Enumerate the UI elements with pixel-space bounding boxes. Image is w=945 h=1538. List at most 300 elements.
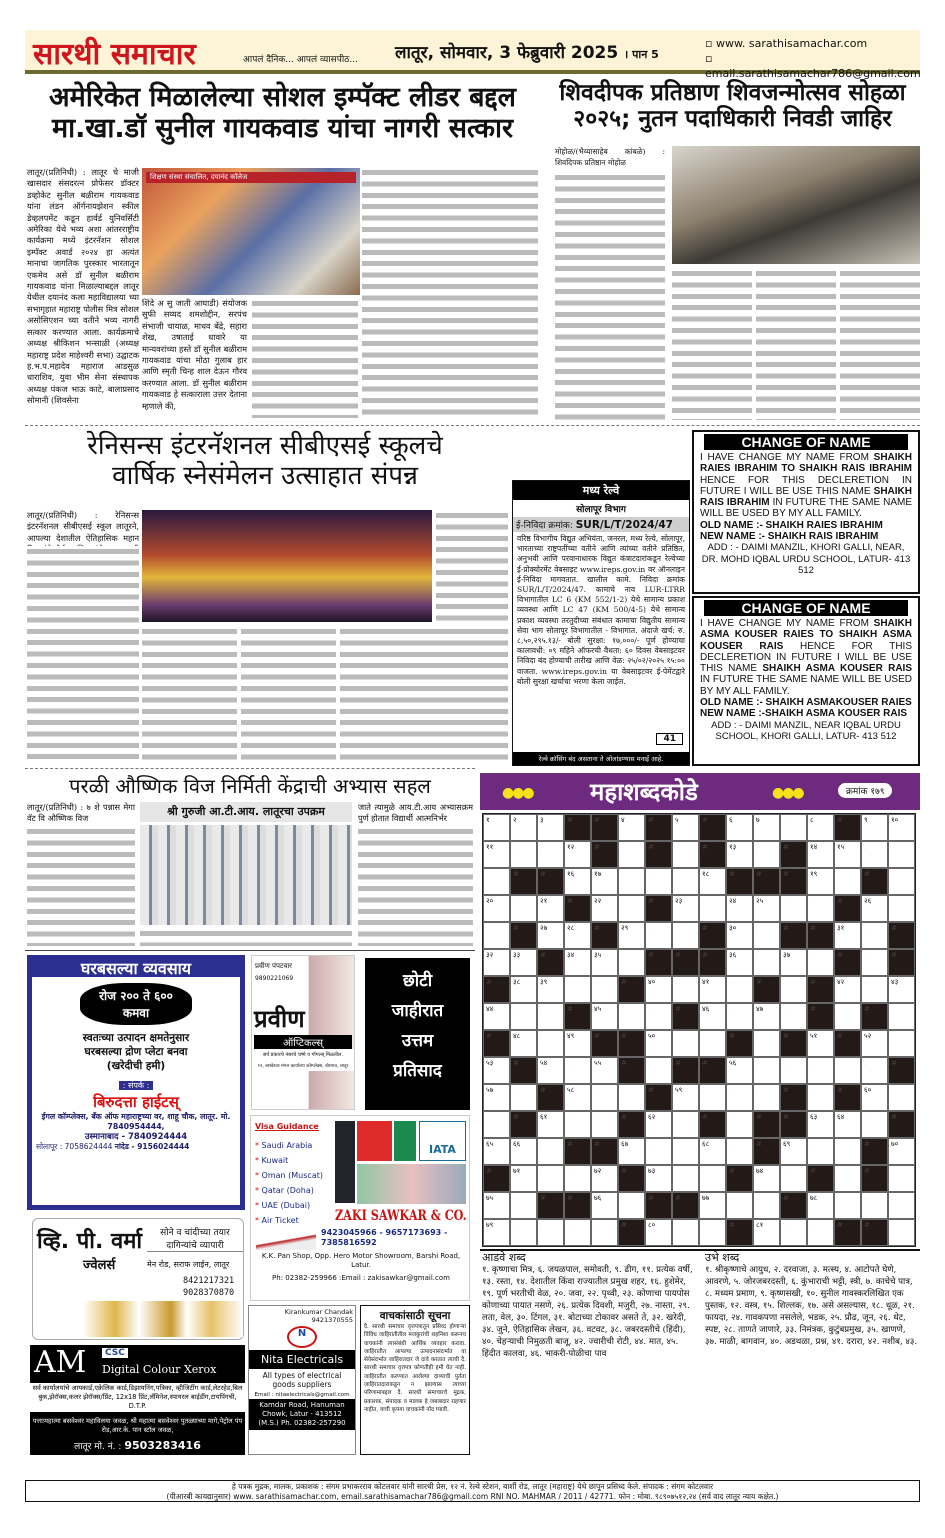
crossword-cell[interactable]: . — [807, 1084, 834, 1111]
crossword-cell[interactable]: ६५ — [483, 1138, 510, 1165]
article3-text-column — [241, 626, 336, 764]
crossword-cell[interactable]: ४२ — [834, 976, 861, 1003]
crossword-cell[interactable]: . — [780, 895, 807, 922]
headline-line: अमेरिकेत मिळालेल्या सोशल इम्पॅक्ट लीडर बद्दल — [49, 82, 516, 113]
crossword-cell[interactable]: . — [591, 1111, 618, 1138]
crossword-cell[interactable]: ७७ — [699, 1192, 726, 1219]
crossword-cell[interactable]: ६६ — [510, 1138, 537, 1165]
crossword-cell[interactable]: ८० — [645, 1219, 672, 1246]
photo-banner: शिक्षण संस्था संचालित, दयानंद कॉलेज — [146, 172, 356, 183]
crossword-cell[interactable]: . — [510, 841, 537, 868]
visa-item: * Saudi Arabia — [255, 1141, 313, 1150]
crossword-cell[interactable]: १० — [888, 814, 915, 841]
crossword-cell[interactable]: . — [618, 1192, 645, 1219]
crossword-cell[interactable]: . — [645, 1057, 672, 1084]
ad-line: छोटी — [402, 971, 433, 991]
crossword-cell[interactable]: . — [861, 922, 888, 949]
crossword-row — [483, 1111, 915, 1138]
tender-body: वरिष्ठ विभागीय विद्युत अभियंता, जनरल, मध्य रेल्वे, सोलापूर, भारताच्या राष्ट्रपतींच्या वतीने आणि त्यांच्या वतीने प्रतिष्ठित, अनुभवी आणि परवानाधारक विद्युत कंत्राटदारांकडून रेल्वेच्या ई-प्रोक्योरमेंट वेबसाइट www.ireps.gov.in वर ऑनलाइन ई-निविदा मागवतात. खालील कामे. निविदा क्रमांक SUR/L/T/2024/47. कामाचे नाव LUR-LTRR विभागातील LC 6 (KM 552/1-2) येथे सामान्य प्रकाश व्यवस्था आणि LC 47 (KM 500/4-5) येथे सामान्य प्रकाश व्यवस्था तरतुदीच्या संबंधात कामाचा विद्युतीय सामान्य सेवा भाग सोलापूर विभागातील - विभागात. अंदाजे खर्च: रु. ८,५०,२९५.१३/- बोली सुरक्षा: १७,०००/- पूर्ण होण्याचा कालावधी: ०९ महिने ऑफरची वैधता: ६० दिवस वेबसाइटवर निविदा बंद होण्याची तारीख आणि वेळ: २५/०२/२०२५ १५:०० वाजता. www.ireps.gov.in या वेबसाइटवर ई-पेमेंटद्वारे बोली सुरक्षा खर्चाचा भरणा केला जाईल. — [517, 534, 685, 686]
crossword-cell[interactable]: ८ — [807, 814, 834, 841]
crossword-cell[interactable]: ११ — [483, 841, 510, 868]
ad-phone: सोलापूर : 7058624444 — [36, 1142, 113, 1151]
crossword-cell[interactable]: . — [780, 976, 807, 1003]
crossword-cell[interactable]: . — [537, 1030, 564, 1057]
crossword-cell[interactable]: ३८ — [510, 976, 537, 1003]
crossword-black-cell: # — [780, 841, 807, 868]
crossword-cell[interactable]: २१ — [537, 895, 564, 922]
crossword-cell[interactable]: . — [834, 1165, 861, 1192]
crossword-cell[interactable]: ४ — [618, 814, 645, 841]
crossword-cell[interactable]: . — [510, 1084, 537, 1111]
document-images — [357, 1164, 466, 1204]
crossword-cell[interactable]: ७४ — [753, 1165, 780, 1192]
crossword-cell[interactable]: ४६ — [699, 1003, 726, 1030]
crossword-cell[interactable]: ७० — [888, 1138, 915, 1165]
crossword-cell[interactable]: ३९ — [537, 976, 564, 1003]
crossword-cell[interactable]: . — [861, 841, 888, 868]
jeweller-name: व्हि. पी. वर्मा — [37, 1229, 143, 1254]
crossword-black-cell: # — [537, 1192, 564, 1219]
crossword-cell[interactable]: ४४ — [483, 1003, 510, 1030]
crossword-black-cell: # — [726, 868, 753, 895]
article2-text-column — [840, 268, 920, 420]
crossword-cell[interactable]: . — [672, 1111, 699, 1138]
crossword-black-cell: # — [780, 1084, 807, 1111]
crossword-black-cell: # — [645, 814, 672, 841]
tender-ref: 41 — [656, 733, 683, 745]
crossword-cell[interactable]: ३३ — [510, 949, 537, 976]
visa-item: * UAE (Dubai) — [255, 1201, 311, 1210]
crossword-cell[interactable]: . — [834, 1138, 861, 1165]
crossword-cell[interactable]: ५४ — [537, 1057, 564, 1084]
crossword-cell[interactable]: ५ — [672, 814, 699, 841]
crossword-cell[interactable]: २० — [483, 895, 510, 922]
website-link[interactable] — [705, 36, 921, 51]
crossword-cell[interactable]: . — [618, 1003, 645, 1030]
notice-title: CHANGE OF NAME — [704, 600, 908, 616]
crossword-cell[interactable]: ६ — [726, 814, 753, 841]
crossword-cell[interactable]: . — [645, 1138, 672, 1165]
crossword-cell[interactable]: ६९ — [780, 1138, 807, 1165]
crossword-cell[interactable]: . — [888, 841, 915, 868]
crossword-cell[interactable]: ७ — [753, 814, 780, 841]
crossword-cell[interactable]: . — [807, 1219, 834, 1246]
crossword-cell[interactable]: ५१ — [807, 1030, 834, 1057]
crossword-black-cell: # — [699, 1111, 726, 1138]
mosque-logo — [394, 1121, 416, 1161]
crossword-cell[interactable]: ६८ — [699, 1138, 726, 1165]
crossword-cell[interactable]: . — [564, 1111, 591, 1138]
crossword-cell[interactable]: . — [618, 1084, 645, 1111]
crossword-cell[interactable]: १३ — [726, 841, 753, 868]
agency-address: K.K. Pan Shop, Opp. Hero Motor Showroom, Barshi Road, Latur. — [261, 1252, 461, 1269]
crossword-cell[interactable]: . — [753, 922, 780, 949]
across-clues — [482, 1252, 695, 1475]
ad-phone: 9890221069 — [255, 975, 294, 982]
crossword-cell[interactable]: . — [510, 1192, 537, 1219]
crossword-cell[interactable]: ३६ — [726, 949, 753, 976]
crossword-cell[interactable]: . — [699, 1165, 726, 1192]
crossword-cell[interactable]: ५५ — [591, 1057, 618, 1084]
crossword-cell[interactable]: . — [888, 1219, 915, 1246]
crossword-cell[interactable]: . — [834, 1057, 861, 1084]
crossword-cell[interactable]: ३२ — [483, 949, 510, 976]
crossword-cell[interactable]: . — [834, 868, 861, 895]
article3-text-column — [436, 510, 508, 622]
crossword-black-cell: # — [753, 1138, 780, 1165]
crossword-cell[interactable]: . — [780, 1219, 807, 1246]
tagline: आपलं दैनिक... आपलं व्यासपीठ... — [243, 55, 358, 65]
crossword-row — [483, 1030, 915, 1057]
crossword-cell[interactable]: ५३ — [483, 1057, 510, 1084]
am-services: सर्व कार्यालयांचे आयकार्ड,एक्रेलिक कार्ड,डिझायनिंग,पत्रिका, व्हीजिटींग कार्ड,लेटरहेड,बिल बुक,झेरॉक्स,कलर झेरॉक्स/प्रिंट, 12x18 प्रिंट,लॅमिनेश,स्पायरल बाईडींग,टायपिंगची, D.T.P. — [30, 1383, 245, 1412]
crossword-cell[interactable]: . — [753, 949, 780, 976]
crossword-cell[interactable]: ४८ — [510, 1030, 537, 1057]
notice-address: ADD : - DAIMI MANZIL, NEAR IQBAL URDU SCHOOL, KHORI GALLI, LATUR- 413 512 — [711, 719, 901, 742]
crossword-cell[interactable]: . — [645, 868, 672, 895]
crossword-cell[interactable]: . — [699, 895, 726, 922]
crossword-cell[interactable]: . — [834, 1192, 861, 1219]
crossword-black-cell: # — [591, 1030, 618, 1057]
crossword-row — [483, 814, 915, 841]
crossword-black-cell: # — [699, 814, 726, 841]
notice-title: वाचकांसाठी सूचना — [379, 1310, 451, 1322]
crossword-cell[interactable]: . — [888, 1165, 915, 1192]
crossword-cell[interactable]: . — [672, 922, 699, 949]
crossword-row — [483, 868, 915, 895]
crossword-row — [483, 1219, 915, 1246]
crossword-cell[interactable]: . — [537, 1219, 564, 1246]
crossword-black-cell: # — [888, 1111, 915, 1138]
crossword-cell[interactable]: ४३ — [888, 976, 915, 1003]
dots-decoration: ●●● — [502, 785, 533, 801]
crossword-cell[interactable]: . — [564, 976, 591, 1003]
passport-image — [335, 1121, 355, 1203]
crossword-cell[interactable]: . — [726, 1111, 753, 1138]
ad-person: Kirankumar Chandak — [284, 1308, 353, 1316]
visa-item: * Air Ticket — [255, 1216, 299, 1225]
crossword-cell[interactable]: २४ — [726, 895, 753, 922]
crossword-cell[interactable]: . — [510, 895, 537, 922]
crossword-cell[interactable]: . — [861, 1192, 888, 1219]
ad-zaki-sawkar — [250, 1115, 470, 1301]
crossword-cell[interactable]: ७९ — [483, 1219, 510, 1246]
imprint-line: हे पत्रक मुद्रक, मालक, प्रकाशक : संगम प्रभाकरराव कोटलवार यांनी सारथी प्रेस, १२ नं. रेल्वे स्टेशन, बार्शी रोड, लातूर (महाराष्ट्र) येथे छापून प्रसिध्द केले. संपादक : संगम कोटलवार — [231, 1482, 714, 1491]
article4-dateline: लातूर/(प्रतिनिधी) : ७ शे पन्नास मेगा वॅट वि औष्णिक विज — [27, 802, 135, 824]
crossword-cell[interactable]: . — [672, 1165, 699, 1192]
crossword-black-cell: # — [780, 922, 807, 949]
crossword-black-cell: # — [672, 1192, 699, 1219]
crossword-black-cell: # — [618, 1030, 645, 1057]
crossword-cell[interactable]: ४९ — [564, 1030, 591, 1057]
visa-item: * Qatar (Doha) — [255, 1186, 314, 1195]
crossword-row — [483, 1192, 915, 1219]
divider — [25, 950, 475, 951]
crossword-black-cell: # — [888, 949, 915, 976]
crossword-cell[interactable]: ५८ — [564, 1084, 591, 1111]
crossword-cell[interactable]: ८१ — [753, 1219, 780, 1246]
article2-headline — [545, 80, 920, 133]
jeweller-address: मेन रोड, सराफ लाईन, लातूर — [147, 1260, 230, 1269]
crossword-cell[interactable]: . — [618, 841, 645, 868]
crossword-cell[interactable]: . — [780, 814, 807, 841]
crossword-cell[interactable]: २ — [510, 814, 537, 841]
crossword-cell[interactable]: . — [672, 841, 699, 868]
crossword-cell[interactable]: . — [861, 949, 888, 976]
email-link[interactable] — [705, 51, 921, 81]
crossword-cell[interactable]: . — [537, 1003, 564, 1030]
crossword-cell[interactable]: ७२ — [591, 1165, 618, 1192]
crossword-black-cell: # — [861, 868, 888, 895]
crossword-cell[interactable]: . — [618, 895, 645, 922]
crossword-cell[interactable]: . — [888, 1192, 915, 1219]
crossword-black-cell: # — [483, 1030, 510, 1057]
crossword-cell[interactable]: . — [888, 1084, 915, 1111]
crossword-cell[interactable]: ३७ — [780, 949, 807, 976]
crossword-cell[interactable]: . — [510, 1219, 537, 1246]
ad-sub: ऑप्टिकल्स् — [254, 1035, 352, 1049]
crossword-black-cell: # — [807, 1165, 834, 1192]
crossword-cell[interactable]: . — [780, 1003, 807, 1030]
crossword-cell[interactable]: ९ — [861, 814, 888, 841]
crossword-cell[interactable]: ५९ — [672, 1084, 699, 1111]
crossword-black-cell: # — [888, 922, 915, 949]
crossword-cell[interactable]: . — [780, 1165, 807, 1192]
article3-text-column — [142, 626, 237, 764]
crossword-cell[interactable]: . — [726, 976, 753, 1003]
iata-logo: IATA — [419, 1121, 466, 1161]
crossword-cell[interactable]: ६४ — [834, 1111, 861, 1138]
crossword-cell[interactable]: . — [699, 1084, 726, 1111]
ad-brand: प्रवीण — [254, 1005, 305, 1033]
railway-tender-notice — [512, 480, 690, 766]
crossword-cell[interactable]: ३१ — [834, 922, 861, 949]
shop-desc: All types of electrical goods suppliers — [262, 1371, 342, 1389]
article2-text-column — [555, 172, 665, 420]
crossword-cell[interactable]: . — [699, 1219, 726, 1246]
article4-subhead — [140, 802, 352, 822]
contact-links — [705, 36, 921, 81]
crossword-cell[interactable]: २५ — [753, 895, 780, 922]
crossword-cell[interactable]: . — [618, 949, 645, 976]
ad-line: घरबसल्या द्रोण प्लेटा बनवा — [84, 1046, 188, 1058]
crossword-cell[interactable]: . — [537, 1165, 564, 1192]
crossword-cell[interactable]: ३ — [537, 814, 564, 841]
jeweller-phones: 8421217321 9028370870 — [183, 1276, 235, 1298]
crossword-cell[interactable]: ५६ — [726, 1057, 753, 1084]
crossword-cell[interactable]: . — [861, 1057, 888, 1084]
imprint-line: (पीआरबी कायद्यानुसार) www. sarathisamachar.com, email.sarathisamachar786@gmail.com RNI NO. MAHMAR / 2011 / 42771. फोन : मोबा. ९८९०७५१२,२४ (सर्व वाद लातूर न्याय कक्षेत.) — [166, 1492, 779, 1501]
notice-address: ADD : - DAIMI MANZIL, KHORI GALLI, NEAR, DR. MOHD IQBAL URDU SCHOOL, LATUR- 413 512 — [701, 542, 911, 576]
crossword-cell[interactable]: ७८ — [807, 1192, 834, 1219]
article1-column: लातूर/(प्रतिनिधी) : लातूर चे माजी खासदार संसदरत्न प्रोफेसर डॉक्टर डव्होकेट सुनील बळीराम गायकवाड यांना लंडन ऑर्गनायझेशन स्कील डेव्हलपमेंट कडून हार्वर्ड युनिवर्सिटी अमेरिका येथे भव्य अशा आंतरराष्ट्रीय कार्यक्रमा मध्ये इंटरनॅशन सोशल इम्पॅक्ट अवार्ड २०२४ हा अत्यंत मानाचा जागतिक पुरस्कार भारतातून एकमेव असे डॉ सुनील बळीराम गायकवाड यांना मिळाल्याबद्दल लातूर येथील दयानंद कला महाविद्यालया च्या सभागृहात महाराष्ट्र पोलीस मित्र सोशल असोसिएशन च्या वतीने भव्य नागरी सत्कार करण्यात आला. कार्यक्रमाचे अध्यक्ष श्रीकिशन भन्साळी (अध्यक्ष महाराष्ट्र प्रदेश माहेश्वरी सभा) उद्घाटक ह.भ.प.महादेव महाराज आडसुळ धाराशिव, युवा भीम सेना संस्थापक अध्यक्ष पंकज भाऊ काटे, बालाप्रसाद सोमानी (शिवसेना — [27, 167, 139, 406]
crossword-cell[interactable]: . — [564, 1057, 591, 1084]
crossword-cell[interactable]: ३४ — [564, 949, 591, 976]
crossword-cell[interactable]: २६ — [861, 895, 888, 922]
crossword-black-cell: # — [834, 1219, 861, 1246]
crossword-cell[interactable]: ३५ — [591, 949, 618, 976]
ad-body — [32, 977, 240, 1205]
am-title: Digital Colour Xerox — [102, 1363, 217, 1376]
headline-line: वार्षिक स्नेसंमेलन उत्साहात संपन्न — [112, 460, 418, 491]
crossword-black-cell: # — [564, 1192, 591, 1219]
crossword-cell[interactable]: ४१ — [699, 976, 726, 1003]
crossword-cell[interactable]: . — [672, 1138, 699, 1165]
crossword-cell[interactable]: ४५ — [591, 1003, 618, 1030]
crossword-cell[interactable]: . — [591, 976, 618, 1003]
notice-body: दै. सारथी समाचार वृत्तपत्रातून प्रसिध्द होणाऱ्या विविध जाहिरातीतील मजकुरांची शहनिशा करूनच वाचकांनी त्यासंबंधी आर्थिक व्यवहार करावा. जाहिरातीत आपल्या उत्पादनासंदर्भात वा सेवेसंदर्भात जाहिरातदार जे दावे करतात त्याची दै. सारथी समाचार वृत्तपत्र कोणतीही हमी घेत नाही. जाहिरातीत करण्यात आलेल्या दाव्याची पुर्तता जाहिरातदाराकडून न झाल्यास त्याच्या परिणामाबद्दल दै. सारथी समाचारचे मुद्रक, प्रकाशक, संपादक व मालक हे जबाबदार राहणार नाहीत, याची कृपया वाचकांनी नोंद घ्यावी. — [364, 1324, 466, 1413]
crossword-cell[interactable]: . — [753, 1084, 780, 1111]
down-clues — [705, 1252, 918, 1475]
crossword-cell[interactable]: १४ — [807, 841, 834, 868]
crossword-cell[interactable]: . — [888, 895, 915, 922]
crossword-cell[interactable]: . — [753, 1192, 780, 1219]
notice-body: I HAVE CHANGE MY NAME FROM SHAIKH RAIES IBRAHIM TO SHAIKH RAIS IBRAHIM HENCE FOR THIS DECLERETION IN FUTURE I WILL BE USE THIS NAME SHAIKH RAIS IBRAHIM IN FUTURE THE SAME NAME WILL BE USED BY MY ALL FAMILY. — [700, 452, 912, 520]
old-name: OLD NAME :- SHAIKH RAIES IBRAHIM — [700, 519, 883, 531]
crossword-cell[interactable]: . — [726, 1138, 753, 1165]
crossword-black-cell: # — [510, 1111, 537, 1138]
crossword-cell[interactable]: . — [564, 1165, 591, 1192]
crossword-cell[interactable]: . — [753, 1030, 780, 1057]
crossword-cell[interactable]: ६० — [861, 1084, 888, 1111]
crossword-black-cell: # — [861, 1138, 888, 1165]
crossword-cell[interactable]: १९ — [807, 868, 834, 895]
crossword-cell[interactable]: . — [537, 841, 564, 868]
crossword-black-cell: # — [780, 868, 807, 895]
crossword-cell[interactable]: १८ — [699, 868, 726, 895]
ad-classifieds — [365, 958, 470, 1110]
crossword-black-cell: # — [672, 1057, 699, 1084]
crossword-cell[interactable]: . — [672, 976, 699, 1003]
crossword-cell[interactable]: . — [807, 1138, 834, 1165]
crossword-row — [483, 1003, 915, 1030]
crossword-cell[interactable]: ४७ — [753, 1003, 780, 1030]
article4-text-column — [358, 826, 473, 946]
crossword-cell[interactable]: . — [672, 1219, 699, 1246]
crossword-cell[interactable]: २७ — [537, 922, 564, 949]
crossword-cell[interactable]: ६२ — [645, 1111, 672, 1138]
crossword-cell[interactable]: . — [672, 868, 699, 895]
crossword-cell[interactable]: . — [807, 949, 834, 976]
crossword-cell[interactable]: . — [888, 868, 915, 895]
tender-number-bar — [513, 517, 689, 532]
crossword-cell[interactable]: ५० — [645, 1030, 672, 1057]
article3-photo — [142, 510, 432, 622]
crossword-cell[interactable]: . — [834, 1003, 861, 1030]
article1-text-column — [362, 167, 538, 419]
crossword-cell[interactable]: . — [726, 1003, 753, 1030]
crossword-cell[interactable]: ७१ — [510, 1165, 537, 1192]
crossword-cell[interactable]: २२ — [591, 895, 618, 922]
visa-item: * Kuwait — [255, 1156, 289, 1165]
crossword-black-cell: # — [672, 1003, 699, 1030]
earn-burst: रोज २०० ते ६०० कमवा — [80, 983, 192, 1025]
change-of-name-notice — [692, 430, 920, 594]
dateline — [395, 40, 659, 63]
article2-photo — [672, 146, 920, 264]
crossword-cell[interactable]: २९ — [618, 922, 645, 949]
article2-text-column — [756, 268, 836, 420]
crossword-cell[interactable]: ७६ — [591, 1192, 618, 1219]
crossword-cell[interactable]: . — [807, 1057, 834, 1084]
crossword-cell[interactable]: १२ — [564, 841, 591, 868]
crossword-cell[interactable]: . — [753, 1057, 780, 1084]
crossword-cell[interactable]: . — [483, 868, 510, 895]
crossword-cell[interactable]: . — [699, 1030, 726, 1057]
crossword-cell[interactable]: . — [483, 1111, 510, 1138]
crossword-cell[interactable]: . — [888, 1030, 915, 1057]
crossword-black-cell: # — [753, 868, 780, 895]
crossword-cell[interactable]: . — [537, 1138, 564, 1165]
crossword-cell[interactable]: ७३ — [645, 1165, 672, 1192]
ad-title: घरबसल्या व्यवसाय — [80, 959, 192, 978]
crossword-cell[interactable]: . — [861, 1111, 888, 1138]
ad-phone: 9421370555 — [311, 1316, 353, 1324]
crossword-cell[interactable]: . — [483, 922, 510, 949]
crossword-black-cell: # — [888, 1057, 915, 1084]
crossword-cell[interactable]: . — [510, 1003, 537, 1030]
page-number: । पान 5 — [624, 48, 659, 61]
crossword-black-cell: # — [645, 949, 672, 976]
crossword-cell[interactable]: . — [618, 868, 645, 895]
crossword-cell[interactable]: १ — [483, 814, 510, 841]
crossword-cell[interactable]: . — [726, 1084, 753, 1111]
ad-line: जाहीरात — [391, 1001, 444, 1021]
crossword-cell[interactable]: १६ — [564, 868, 591, 895]
crossword-cell[interactable]: . — [591, 1219, 618, 1246]
am-logo: AM — [34, 1345, 87, 1380]
crossword-cell[interactable]: ६१ — [537, 1111, 564, 1138]
shop-email: Email : nitaelectricals@gmail.com — [254, 1392, 350, 1398]
crossword-black-cell: # — [753, 1111, 780, 1138]
headline-line: शिवदीपक प्रतिष्ठाण शिवजन्मोत्सव सोहळा — [559, 80, 906, 106]
crossword-cell[interactable]: ४० — [645, 976, 672, 1003]
divider — [480, 1249, 920, 1251]
crossword-cell[interactable]: ६३ — [807, 1111, 834, 1138]
crossword-cell[interactable]: २८ — [564, 922, 591, 949]
crossword-cell[interactable]: ५७ — [483, 1084, 510, 1111]
crossword-cell[interactable]: ५२ — [861, 1030, 888, 1057]
crossword-cell[interactable]: ६७ — [618, 1138, 645, 1165]
ad-line: उत्तम — [401, 1031, 434, 1051]
crossword-cell[interactable]: १७ — [591, 868, 618, 895]
crossword-black-cell: # — [834, 1084, 861, 1111]
crossword-cell[interactable]: . — [888, 1003, 915, 1030]
crossword-cell[interactable]: १५ — [834, 841, 861, 868]
crossword-row — [483, 976, 915, 1003]
crossword-cell[interactable]: . — [591, 1084, 618, 1111]
crossword-cell[interactable]: . — [753, 841, 780, 868]
crossword-cell[interactable]: ३० — [726, 922, 753, 949]
hajj-umrah-logo — [357, 1121, 392, 1161]
crossword-cell[interactable]: . — [645, 1003, 672, 1030]
old-name: OLD NAME :- SHAIKH ASMAKOUSER RAIES — [700, 697, 912, 709]
crossword-cell[interactable]: . — [726, 1192, 753, 1219]
crossword-cell[interactable]: . — [780, 1057, 807, 1084]
crossword-black-cell: # — [672, 949, 699, 976]
crossword-cell[interactable]: . — [861, 976, 888, 1003]
dots-decoration: ●●● — [772, 785, 803, 801]
crossword-cell[interactable]: २३ — [672, 895, 699, 922]
crossword-cell[interactable]: . — [564, 1219, 591, 1246]
crossword-cell[interactable]: . — [645, 922, 672, 949]
article4-column: जाते त्यामुळे आय.टी.आय अभ्यासक्रम पुर्ण होतात विद्यार्थी आत्मनिर्भर — [358, 802, 473, 824]
am-phone: लातूर मो. नं. : 9503283416 — [74, 1439, 201, 1452]
crossword-cell[interactable]: . — [672, 1030, 699, 1057]
crossword-black-cell: # — [780, 1030, 807, 1057]
crossword-cell[interactable]: . — [807, 895, 834, 922]
crossword-cell[interactable]: ७५ — [483, 1192, 510, 1219]
